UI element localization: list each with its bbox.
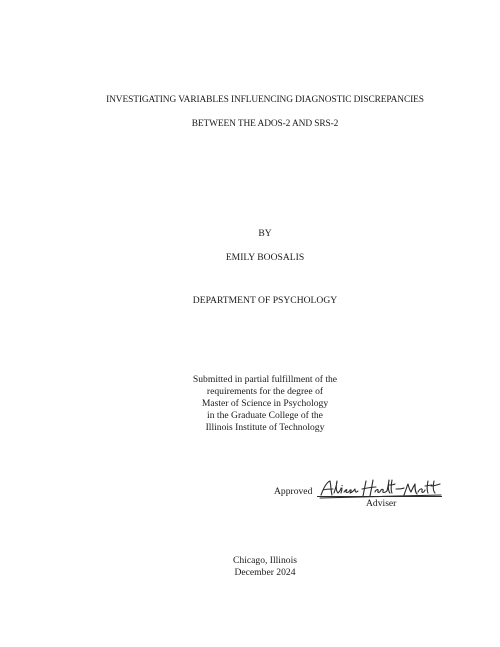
adviser-label: Adviser [366,498,397,509]
submission-line: Submitted in partial fulfillment of the [192,374,338,385]
submission-line: Master of Science in Psychology [201,398,329,409]
submission-line: Illinois Institute of Technology [205,422,325,433]
by-label: BY [258,228,272,239]
submission-statement [0,374,500,434]
thesis-title-line-1: INVESTIGATING VARIABLES INFLUENCING DIAGNOSTIC DISCREPANCIES [106,95,424,105]
submission-line: in the Graduate College of the [207,410,323,421]
date: December 2024 [234,567,296,578]
author-name: EMILY BOOSALIS [225,252,305,263]
submission-line: requirements for the degree of [206,386,324,397]
thesis-title-line-2: BETWEEN THE ADOS-2 AND SRS-2 [191,119,339,129]
approved-label: Approved [274,486,313,497]
signature-line [317,496,442,497]
location: Chicago, Illinois [233,555,297,566]
department-name: DEPARTMENT OF PSYCHOLOGY [192,295,338,306]
